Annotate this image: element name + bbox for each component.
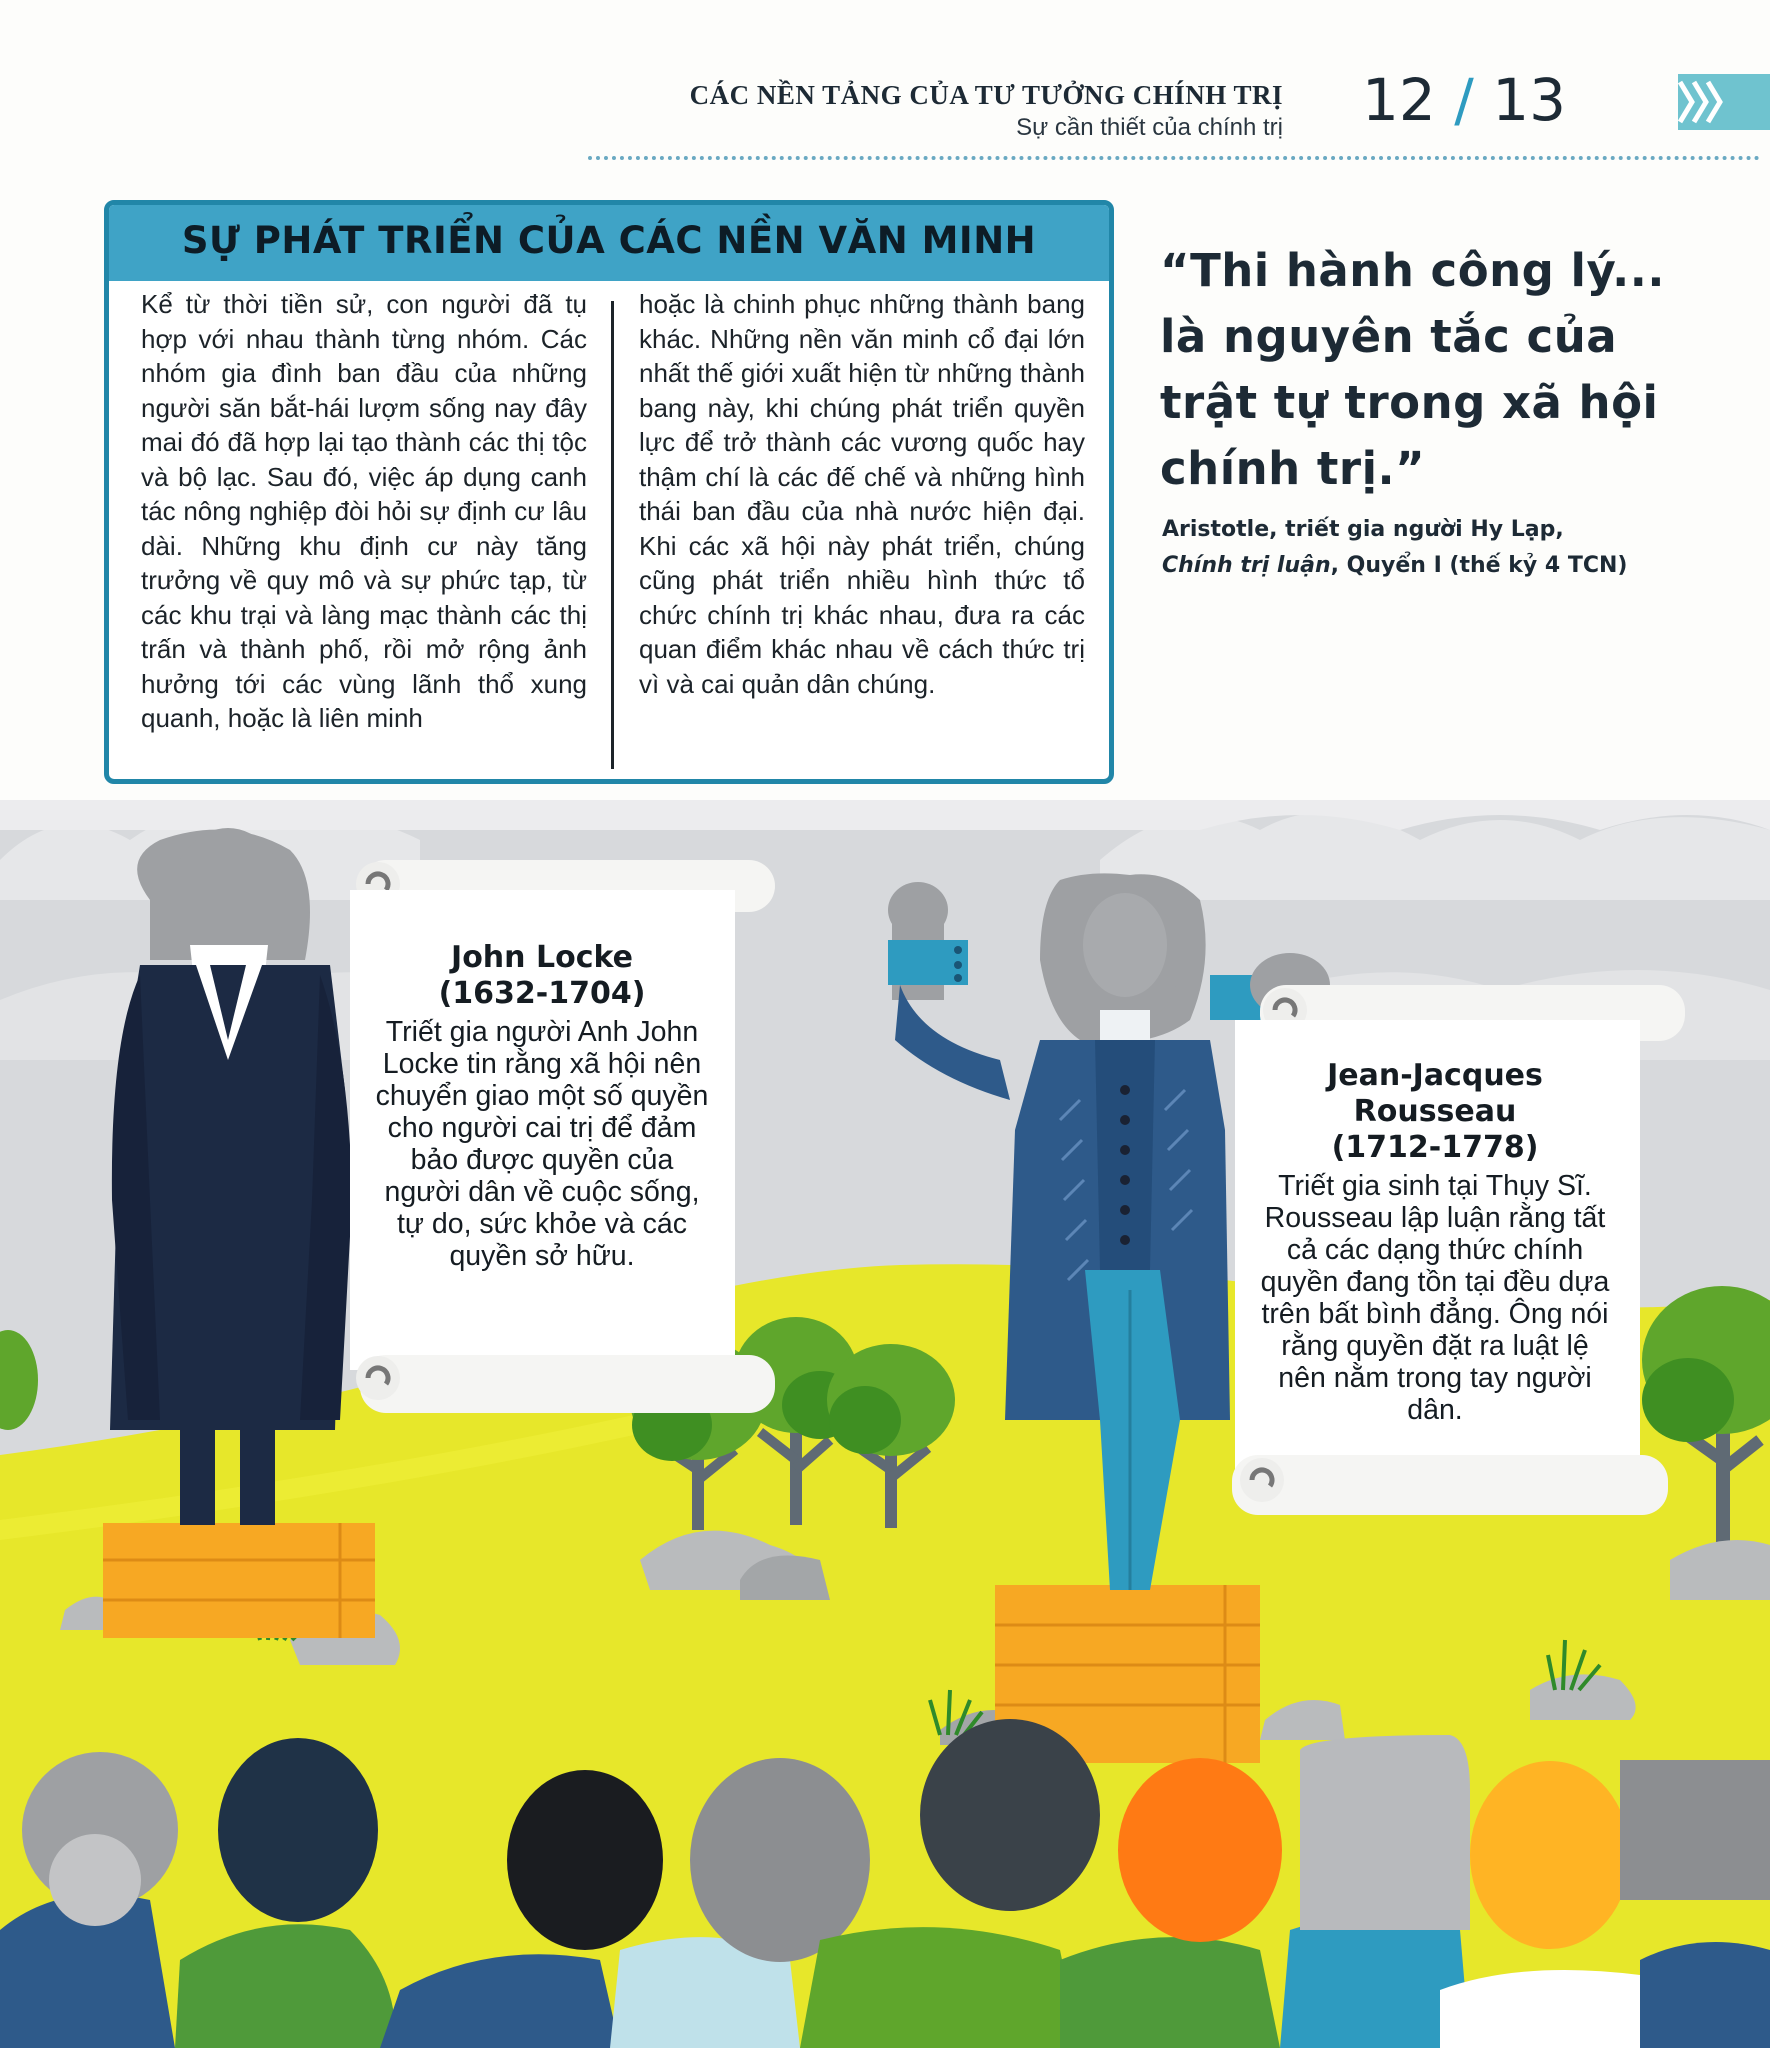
textbox-title: SỰ PHÁT TRIỂN CỦA CÁC NỀN VĂN MINH	[181, 219, 1037, 262]
page-number-right: 13	[1492, 66, 1567, 134]
rousseau-name: Jean-Jacques Rousseau	[1327, 1058, 1543, 1129]
locke-name: John Locke	[451, 940, 633, 975]
chevron-tab-icon	[1678, 74, 1770, 130]
quote-source-line	[1162, 548, 1722, 584]
locke-description: Triết gia người Anh John Locke tin rằng xã hội nên chuyển giao một số quyền cho người cai trị để đảm bảo được quyền của người dân về cuộc sống, tự do, sức khỏe và các quyền sở hữu.	[375, 1016, 709, 1272]
quote-author: Aristotle, triết gia người Hy Lạp,	[1162, 517, 1564, 542]
textbox-column-2: hoặc là chinh phục những thành bang khác. Những nền văn minh cổ đại lớn nhất thế giới xuất hiện từ những thành bang này, khi chúng phát triển quyền lực để trở thành các vương quốc hay thậm chí là các đế chế và những hình thái ban đầu của nhà nước hiện đại. Khi các xã hội này phát triển, chúng cũng phát triển nhiều hình thức tổ chức chính trị khác nhau, đưa ra các quan điểm khác nhau về cách thức trị vì và cai quản dân chúng.	[639, 289, 1085, 699]
quote-source-detail: , Quyển I (thế kỷ 4 TCN)	[1330, 553, 1628, 578]
locke-scroll-text	[372, 940, 712, 1272]
pull-quote: “Thi hành công lý... là nguyên tắc của trật tự trong xã hội chính trị.”	[1160, 244, 1665, 495]
locke-years: (1632-1704)	[438, 976, 646, 1011]
civilizations-textbox	[104, 200, 1114, 784]
textbox-header	[109, 205, 1109, 281]
page-number-separator: /	[1454, 66, 1474, 134]
column-divider	[611, 301, 614, 769]
rousseau-description: Triết gia sinh tại Thụy Sĩ. Rousseau lập luận rằng tất cả các dạng thức chính quyền đang tồn tại đều dựa trên bất bình đẳng. Ông nói rằng quyền đặt ra luật lệ nên nằm trong tay người dân.	[1260, 1170, 1610, 1426]
rousseau-years: (1712-1778)	[1331, 1130, 1539, 1165]
quote-source-title: Chính trị luận	[1162, 553, 1331, 578]
section-title: CÁC NỀN TẢNG CỦA TƯ TƯỞNG CHÍNH TRỊ	[689, 80, 1283, 110]
page-number-left: 12	[1362, 66, 1436, 134]
header-dotted-divider	[588, 156, 1760, 160]
textbox-column-1: Kể từ thời tiền sử, con người đã tụ hợp với nhau thành từng nhóm. Các nhóm gia đình ban đầu của những người săn bắt-hái lượm sống nay đây mai đó đã hợp lại tạo thành các thị tộc và bộ lạc. Sau đó, việc áp dụng canh tác nông nghiệp đòi hỏi sự định cư lâu dài. Những khu định cư này tăng trưởng về quy mô và sự phức tạp, từ các khu trại và làng mạc thành các thị trấn và thành phố, rồi mở rộng ảnh hưởng tới các vùng lãnh thổ xung quanh, hoặc là liên minh	[141, 289, 587, 733]
page-numbers	[1362, 66, 1566, 134]
rousseau-scroll-text	[1255, 1058, 1615, 1426]
quote-attribution	[1162, 512, 1722, 584]
section-subtitle: Sự cần thiết của chính trị	[1016, 114, 1283, 141]
locke-podium	[103, 1523, 375, 1638]
